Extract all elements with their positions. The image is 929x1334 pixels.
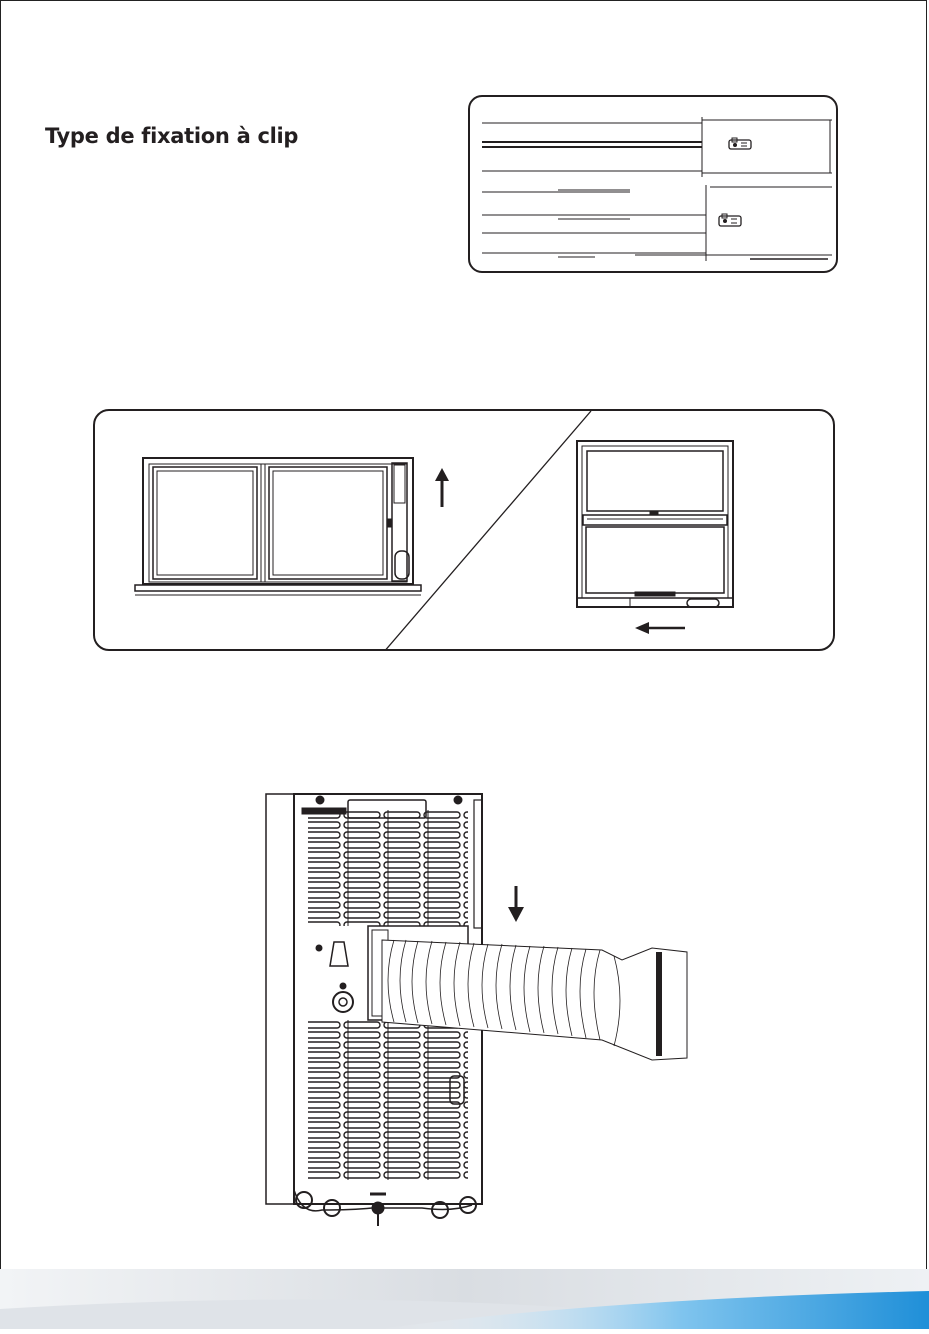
panel-divider [383,411,591,651]
arrow-down-icon [508,886,524,922]
clip-fixation-panel [468,95,838,273]
arrow-up-icon [435,468,449,507]
unit-hose-figure [262,790,692,1230]
sliding-window [135,458,421,595]
unit-hose-diagram [262,790,692,1230]
window-installation-panel [93,409,835,651]
clip-fixation-diagram [470,97,838,273]
page-title: Type de fixation à clip [45,124,299,148]
footer-decoration [0,1269,929,1329]
clip-icon [718,213,744,234]
clip-icon [728,137,754,156]
hung-window [577,441,733,607]
window-installation-diagram [95,411,835,651]
arrow-left-icon [635,622,685,634]
